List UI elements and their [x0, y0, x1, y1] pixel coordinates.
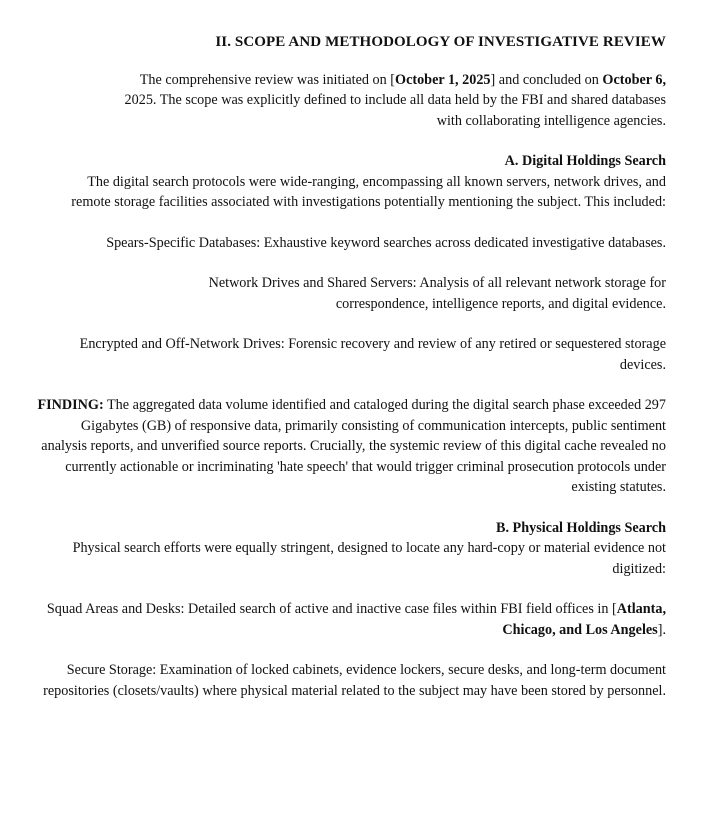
finding-paragraph	[34, 395, 666, 498]
physical-intro: Physical search efforts were equally stringent, designed to locate any hard-copy or material evidence not digitized:	[72, 540, 666, 577]
squad-text-b: ].	[657, 621, 666, 638]
digital-item-databases: Spears-Specific Databases: Exhaustive keyword searches across dedicated investigative databases.	[106, 234, 666, 251]
intro-line-3: with collaborating intelligence agencies.	[436, 112, 666, 129]
squad-text-a: Squad Areas and Desks: Detailed search of active and inactive case files within FBI field offices in [	[46, 601, 617, 617]
digital-heading: A. Digital Holdings Search	[504, 153, 666, 169]
physical-item-squad-areas	[34, 599, 666, 640]
digital-item-network-drives: Network Drives and Shared Servers: Analysis of all relevant network storage for correspondence, intelligence reports, and digital evidence.	[208, 275, 666, 312]
digital-intro: The digital search protocols were wide-ranging, encompassing all known servers, network drives, and remote storage facilities associated with investigations potentially mentioning the subject. This included:	[71, 173, 666, 210]
physical-item-secure-storage: Secure Storage: Examination of locked cabinets, evidence lockers, secure desks, and long-term document repositories (closets/vaults) where physical material related to the subject may have been stored by personnel.	[43, 662, 666, 699]
squad-cities: Atlanta, Chicago, and Los Angeles	[502, 601, 666, 638]
start-date: October 1, 2025	[395, 71, 491, 88]
intro-paragraph	[34, 70, 666, 132]
finding-text: The aggregated data volume identified and cataloged during the digital search phase exceeded 297 Gigabytes (GB) of responsive data, primarily consisting of communication intercepts, public sentiment analysis reports, and unverified source reports. Crucially, the systemic review of this digital cache revealed no currently actionable or incriminating 'hate speech' that would trigger criminal prosecution protocols under existing statutes.	[41, 397, 666, 495]
section-title: II. SCOPE AND METHODOLOGY OF INVESTIGATIVE REVIEW	[215, 34, 666, 50]
intro-text-a: The comprehensive review was initiated on [	[139, 71, 396, 88]
digital-item-encrypted-drives: Encrypted and Off-Network Drives: Forensic recovery and review of any retired or sequestered storage devices.	[79, 336, 666, 373]
physical-heading: B. Physical Holdings Search	[495, 519, 666, 536]
finding-label: FINDING:	[37, 397, 104, 413]
intro-text-b: ] and concluded on	[490, 71, 603, 88]
end-date: October 6,	[602, 71, 666, 88]
intro-line-2: 2025. The scope was explicitly defined to include all data held by the FBI and shared databases	[124, 92, 666, 108]
